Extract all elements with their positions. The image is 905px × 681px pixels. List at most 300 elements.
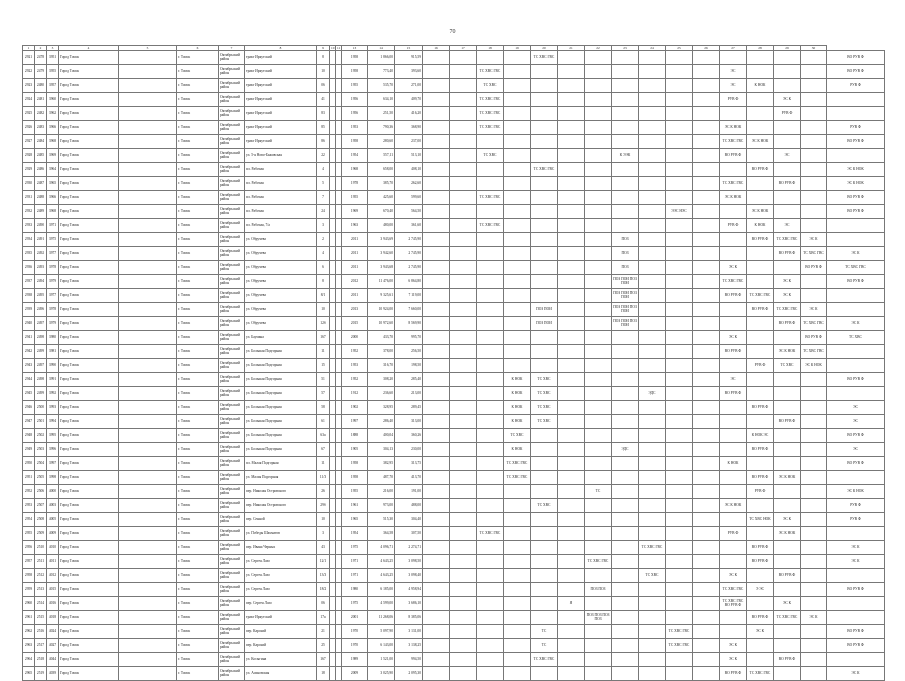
cell-empty [119,555,177,569]
cell-loc: г. Томск [177,471,219,485]
cell-c2: 2480 [35,79,47,93]
cell-mark-27 [747,569,774,583]
cell-house: 2 [317,233,330,247]
cell-loc: г. Томск [177,443,219,457]
cell-mark-26: РУВ Ф [720,527,747,541]
cell-mark-24 [666,79,693,93]
cell-mark-29 [801,387,827,401]
cell-c2: 2488 [35,191,47,205]
cell-mark-15 [423,625,450,639]
cell-c2: 2482 [35,107,47,121]
table-row [23,639,885,653]
cell-mark-19: ТС ХВС ГВС [531,163,558,177]
cell-mark-22: К ЭЭК [612,149,639,163]
cell-district: Октябрьский район [219,555,245,569]
cell-c2: 2494 [35,275,47,289]
cell-a1: 3 025,90 [368,667,395,681]
cell-mark-28 [774,639,801,653]
cell-mark-29: ТС ХВС ГВС [801,317,827,331]
cell-mark-28 [774,667,801,681]
cell-mark-17: ТС ХВС ГВС [477,191,504,205]
cell-a1: 382,95 [368,457,395,471]
cell-mark-23 [639,401,666,415]
cell-a2: 513,10 [395,149,423,163]
cell-mark-21 [585,653,612,667]
cell-city: Город Томск [59,289,119,303]
cell-mark-27 [747,597,774,611]
cell-year: 1955 [342,79,368,93]
cell-a1: 480,00 [368,219,395,233]
cell-year: 1955 [342,191,368,205]
cell-district: Октябрьский район [219,177,245,191]
cell-mark-29 [801,485,827,499]
cell-mark-21 [585,597,612,611]
cell-year: 1954 [342,527,368,541]
cell-house: 83 [317,107,330,121]
cell-mark-25 [693,443,720,457]
cell-year: 2011 [342,289,368,303]
cell-mark-29 [801,373,827,387]
cell-city: Город Томск [59,219,119,233]
cell-mark-27 [747,247,774,261]
cell-c1: 2948 [23,429,35,443]
cell-mark-23 [639,205,666,219]
cell-mark-29 [801,569,827,583]
cell-house: 51 [317,373,330,387]
cell-mark-23 [639,625,666,639]
cell-mark-19 [531,219,558,233]
table-row [23,513,885,527]
cell-c1: 2928 [23,149,35,163]
cell-mark-28 [774,457,801,471]
cell-street: ул. Косыгина [245,653,317,667]
cell-mark-17 [477,51,504,65]
cell-mark-26: ВО РУВ Ф [720,387,747,401]
cell-c1: 2938 [23,289,35,303]
cell-house: 06 [317,597,330,611]
cell-loc: г. Томск [177,233,219,247]
table-row [23,653,885,667]
cell-c1: 2950 [23,457,35,471]
cell-city: Город Томск [59,583,119,597]
cell-mark-24 [666,317,693,331]
cell-empty [119,429,177,443]
cell-c3: 3977 [47,289,59,303]
cell-mark-29 [801,79,827,93]
cell-mark-29 [801,667,827,681]
cell-mark-30: ЭС К [827,667,885,681]
column-number: 25 [666,46,693,51]
cell-city: Город Томск [59,457,119,471]
cell-c3: 4018 [47,611,59,625]
cell-mark-29 [801,471,827,485]
cell-mark-16 [450,429,477,443]
cell-mark-20 [558,387,585,401]
cell-empty [119,121,177,135]
cell-city: Город Томск [59,191,119,205]
cell-mark-20 [558,429,585,443]
cell-mark-15 [423,51,450,65]
cell-mark-22: ПОЗ ПОИ ПОЗ ПОИ [612,303,639,317]
cell-mark-27 [747,457,774,471]
cell-city: Город Томск [59,401,119,415]
cell-mark-30 [827,387,885,401]
cell-mark-22 [612,331,639,345]
cell-c2: 2512 [35,569,47,583]
cell-district: Октябрьский район [219,261,245,275]
cell-c3: 3971 [47,219,59,233]
cell-c3: 3962 [47,107,59,121]
cell-mark-27: ЭС К [747,625,774,639]
cell-street: ул. Обручева [245,303,317,317]
cell-mark-18 [504,667,531,681]
cell-mark-17: ТС ХВС ГВС [477,527,504,541]
cell-mark-26 [720,247,747,261]
cell-mark-20 [558,191,585,205]
cell-mark-29 [801,597,827,611]
cell-a2: 7 660,00 [395,303,423,317]
cell-c1: 2922 [23,65,35,79]
cell-mark-20 [558,359,585,373]
cell-mark-29: ВО РУВ Ф [801,261,827,275]
cell-empty [119,667,177,681]
cell-mark-28 [774,135,801,149]
cell-mark-22 [612,527,639,541]
cell-mark-20 [558,653,585,667]
cell-loc: г. Томск [177,177,219,191]
cell-mark-16 [450,667,477,681]
cell-mark-24 [666,471,693,485]
cell-year: 1989 [342,653,368,667]
cell-a2: 3 686,10 [395,597,423,611]
cell-a1: 3 943,69 [368,233,395,247]
cell-mark-17 [477,163,504,177]
cell-c1: 2942 [23,345,35,359]
cell-mark-30: ВО РУВ Ф [827,65,885,79]
cell-mark-28: ТС ХВС ГВС [774,303,801,317]
cell-mark-30 [827,597,885,611]
cell-city: Город Томск [59,443,119,457]
cell-mark-15 [423,457,450,471]
cell-mark-25 [693,219,720,233]
cell-mark-29 [801,275,827,289]
cell-mark-29 [801,541,827,555]
cell-city: Город Томск [59,177,119,191]
cell-city: Город Томск [59,317,119,331]
cell-c3: 4012 [47,569,59,583]
table-row [23,373,885,387]
cell-c3: 3978 [47,303,59,317]
cell-mark-23 [639,471,666,485]
cell-mark-20 [558,79,585,93]
table-row [23,233,885,247]
column-number: 23 [612,46,639,51]
cell-mark-22 [612,653,639,667]
cell-a1: 10 924,00 [368,303,395,317]
cell-mark-27 [747,121,774,135]
cell-mark-15 [423,149,450,163]
cell-mark-27 [747,149,774,163]
cell-mark-25 [693,261,720,275]
cell-a2: 3 138,25 [395,639,423,653]
cell-c1: 2947 [23,415,35,429]
cell-c1: 2961 [23,611,35,625]
cell-mark-27: ВО РУВ Ф [747,303,774,317]
cell-mark-21: ТС [585,485,612,499]
cell-mark-28 [774,541,801,555]
cell-mark-16 [450,373,477,387]
column-number: 6 [177,46,219,51]
cell-mark-25 [693,387,720,401]
cell-mark-24 [666,121,693,135]
cell-a2: 2 274,71 [395,541,423,555]
cell-house: 86 [317,135,330,149]
cell-loc: г. Томск [177,359,219,373]
cell-mark-18 [504,597,531,611]
cell-mark-23 [639,499,666,513]
cell-mark-22 [612,107,639,121]
cell-mark-28: ЭС [774,149,801,163]
cell-street: пл. Рабочая [245,177,317,191]
cell-mark-20 [558,275,585,289]
cell-mark-20 [558,611,585,625]
cell-c2: 2504 [35,457,47,471]
cell-mark-26 [720,415,747,429]
cell-loc: г. Томск [177,499,219,513]
cell-mark-19 [531,79,558,93]
cell-mark-16 [450,261,477,275]
cell-mark-25 [693,359,720,373]
cell-mark-27: ВО РУВ Ф [747,611,774,625]
cell-c2: 2487 [35,177,47,191]
cell-mark-15 [423,205,450,219]
cell-mark-17 [477,485,504,499]
cell-district: Октябрьский район [219,135,245,149]
cell-c3: 3979 [47,317,59,331]
cell-mark-15 [423,471,450,485]
cell-mark-27: ВО РУВ Ф [747,163,774,177]
cell-mark-23 [639,583,666,597]
cell-district: Октябрьский район [219,527,245,541]
cell-mark-26: ТС ХВС ГВС [720,275,747,289]
cell-mark-16 [450,331,477,345]
cell-mark-28: ЭС К НОК [774,345,801,359]
cell-a1: 658,00 [368,163,395,177]
cell-c3: 4009 [47,527,59,541]
cell-a1: 1 866,00 [368,51,395,65]
cell-year: 1969 [342,205,368,219]
column-number: 22 [585,46,612,51]
cell-mark-20 [558,667,585,681]
column-number: 26 [693,46,720,51]
cell-mark-30: ЭС К [827,555,885,569]
cell-loc: г. Томск [177,163,219,177]
cell-mark-19: ТС ХВС [531,373,558,387]
cell-mark-18 [504,485,531,499]
cell-year: 1970 [342,625,368,639]
cell-a1: 328,95 [368,401,395,415]
cell-empty [119,191,177,205]
cell-year: 1997 [342,415,368,429]
cell-city: Город Томск [59,65,119,79]
cell-mark-24 [666,443,693,457]
cell-mark-16 [450,541,477,555]
cell-mark-18 [504,93,531,107]
cell-mark-15 [423,247,450,261]
cell-mark-17 [477,177,504,191]
cell-mark-15 [423,331,450,345]
cell-a2: 3 131,00 [395,625,423,639]
cell-city: Город Томск [59,653,119,667]
cell-c3: 3980 [47,331,59,345]
cell-loc: г. Томск [177,345,219,359]
cell-loc: г. Томск [177,303,219,317]
cell-district: Октябрьский район [219,387,245,401]
cell-street: ул. Обручева [245,247,317,261]
cell-c1: 2930 [23,177,35,191]
cell-house: 11 [317,457,330,471]
cell-a1: 6 185,00 [368,583,395,597]
cell-mark-18 [504,513,531,527]
cell-mark-17 [477,625,504,639]
cell-mark-19 [531,205,558,219]
cell-street: пер. Сергея Лазо [245,597,317,611]
cell-mark-20 [558,457,585,471]
cell-year: 1954 [342,149,368,163]
cell-c1: 2955 [23,527,35,541]
table-row [23,611,885,625]
cell-street: пл. Рабочая [245,205,317,219]
cell-mark-22: ПОЗ ПОИ ПОЗ ПОИ [612,289,639,303]
cell-empty [119,597,177,611]
cell-city: Город Томск [59,303,119,317]
cell-c1: 2946 [23,401,35,415]
cell-a2: 2 745,90 [395,247,423,261]
cell-mark-19 [531,429,558,443]
column-number: 7 [219,46,245,51]
cell-mark-23 [639,177,666,191]
cell-house: 8/1 [317,289,330,303]
cell-mark-22 [612,667,639,681]
cell-mark-21 [585,471,612,485]
cell-house: 61 [317,415,330,429]
cell-mark-27 [747,331,774,345]
cell-mark-19 [531,457,558,471]
cell-year: 1905 [342,443,368,457]
cell-mark-16 [450,107,477,121]
cell-mark-15 [423,653,450,667]
cell-house: 8 [317,51,330,65]
cell-city: Город Томск [59,51,119,65]
cell-mark-19 [531,569,558,583]
cell-mark-27: ВО РУВ Ф [747,401,774,415]
cell-loc: г. Томск [177,191,219,205]
cell-house: 26 [317,485,330,499]
cell-house: 21 [317,625,330,639]
cell-mark-15 [423,219,450,233]
cell-mark-29 [801,625,827,639]
cell-mark-20 [558,345,585,359]
cell-city: Город Томск [59,79,119,93]
cell-mark-19: ТС [531,625,558,639]
cell-empty [119,261,177,275]
cell-mark-26 [720,163,747,177]
cell-mark-22 [612,513,639,527]
cell-mark-23 [639,331,666,345]
cell-mark-27 [747,51,774,65]
cell-c3: 3977 [47,247,59,261]
cell-mark-28 [774,429,801,443]
cell-mark-16 [450,205,477,219]
cell-mark-24 [666,555,693,569]
cell-city: Город Томск [59,485,119,499]
cell-mark-30 [827,569,885,583]
cell-mark-25 [693,275,720,289]
cell-mark-18 [504,51,531,65]
cell-mark-21 [585,177,612,191]
cell-mark-25 [693,457,720,471]
cell-mark-30: ВО РУВ Ф [827,191,885,205]
cell-street: ул. 5-я Ново-Бажовская [245,149,317,163]
cell-mark-22 [612,485,639,499]
cell-mark-26 [720,611,747,625]
cell-mark-24 [666,345,693,359]
cell-city: Город Томск [59,345,119,359]
cell-mark-28 [774,331,801,345]
cell-mark-30: РУВ Ф [827,79,885,93]
cell-mark-22 [612,373,639,387]
cell-loc: г. Томск [177,261,219,275]
cell-mark-20 [558,247,585,261]
cell-empty [119,107,177,121]
column-number: 20 [531,46,558,51]
cell-year: 1958 [342,65,368,79]
cell-empty [119,149,177,163]
cell-mark-28 [774,625,801,639]
cell-mark-25 [693,513,720,527]
cell-mark-21 [585,499,612,513]
cell-mark-23 [639,261,666,275]
cell-mark-26 [720,555,747,569]
cell-mark-17 [477,583,504,597]
cell-mark-28: ВО РУВ Ф [774,415,801,429]
cell-empty [119,373,177,387]
cell-mark-17 [477,135,504,149]
cell-empty [119,205,177,219]
cell-mark-23 [639,79,666,93]
cell-mark-26: ТС ХВС ГВС ВО РУВ Ф [720,597,747,611]
cell-mark-21 [585,205,612,219]
cell-district: Октябрьский район [219,205,245,219]
cell-mark-22 [612,611,639,625]
cell-house: 6 [317,261,330,275]
cell-mark-16 [450,51,477,65]
cell-mark-24 [666,415,693,429]
cell-c3: 3966 [47,121,59,135]
cell-mark-17 [477,457,504,471]
cell-empty [119,331,177,345]
cell-district: Октябрьский район [219,51,245,65]
cell-mark-19 [531,93,558,107]
cell-mark-22 [612,219,639,233]
cell-mark-29 [801,205,827,219]
cell-c2: 2478 [35,51,47,65]
cell-empty [119,471,177,485]
cell-mark-29: ЭС К [801,303,827,317]
cell-house: 4 [317,247,330,261]
table-row [23,345,885,359]
cell-street: тракт Иркутский [245,51,317,65]
